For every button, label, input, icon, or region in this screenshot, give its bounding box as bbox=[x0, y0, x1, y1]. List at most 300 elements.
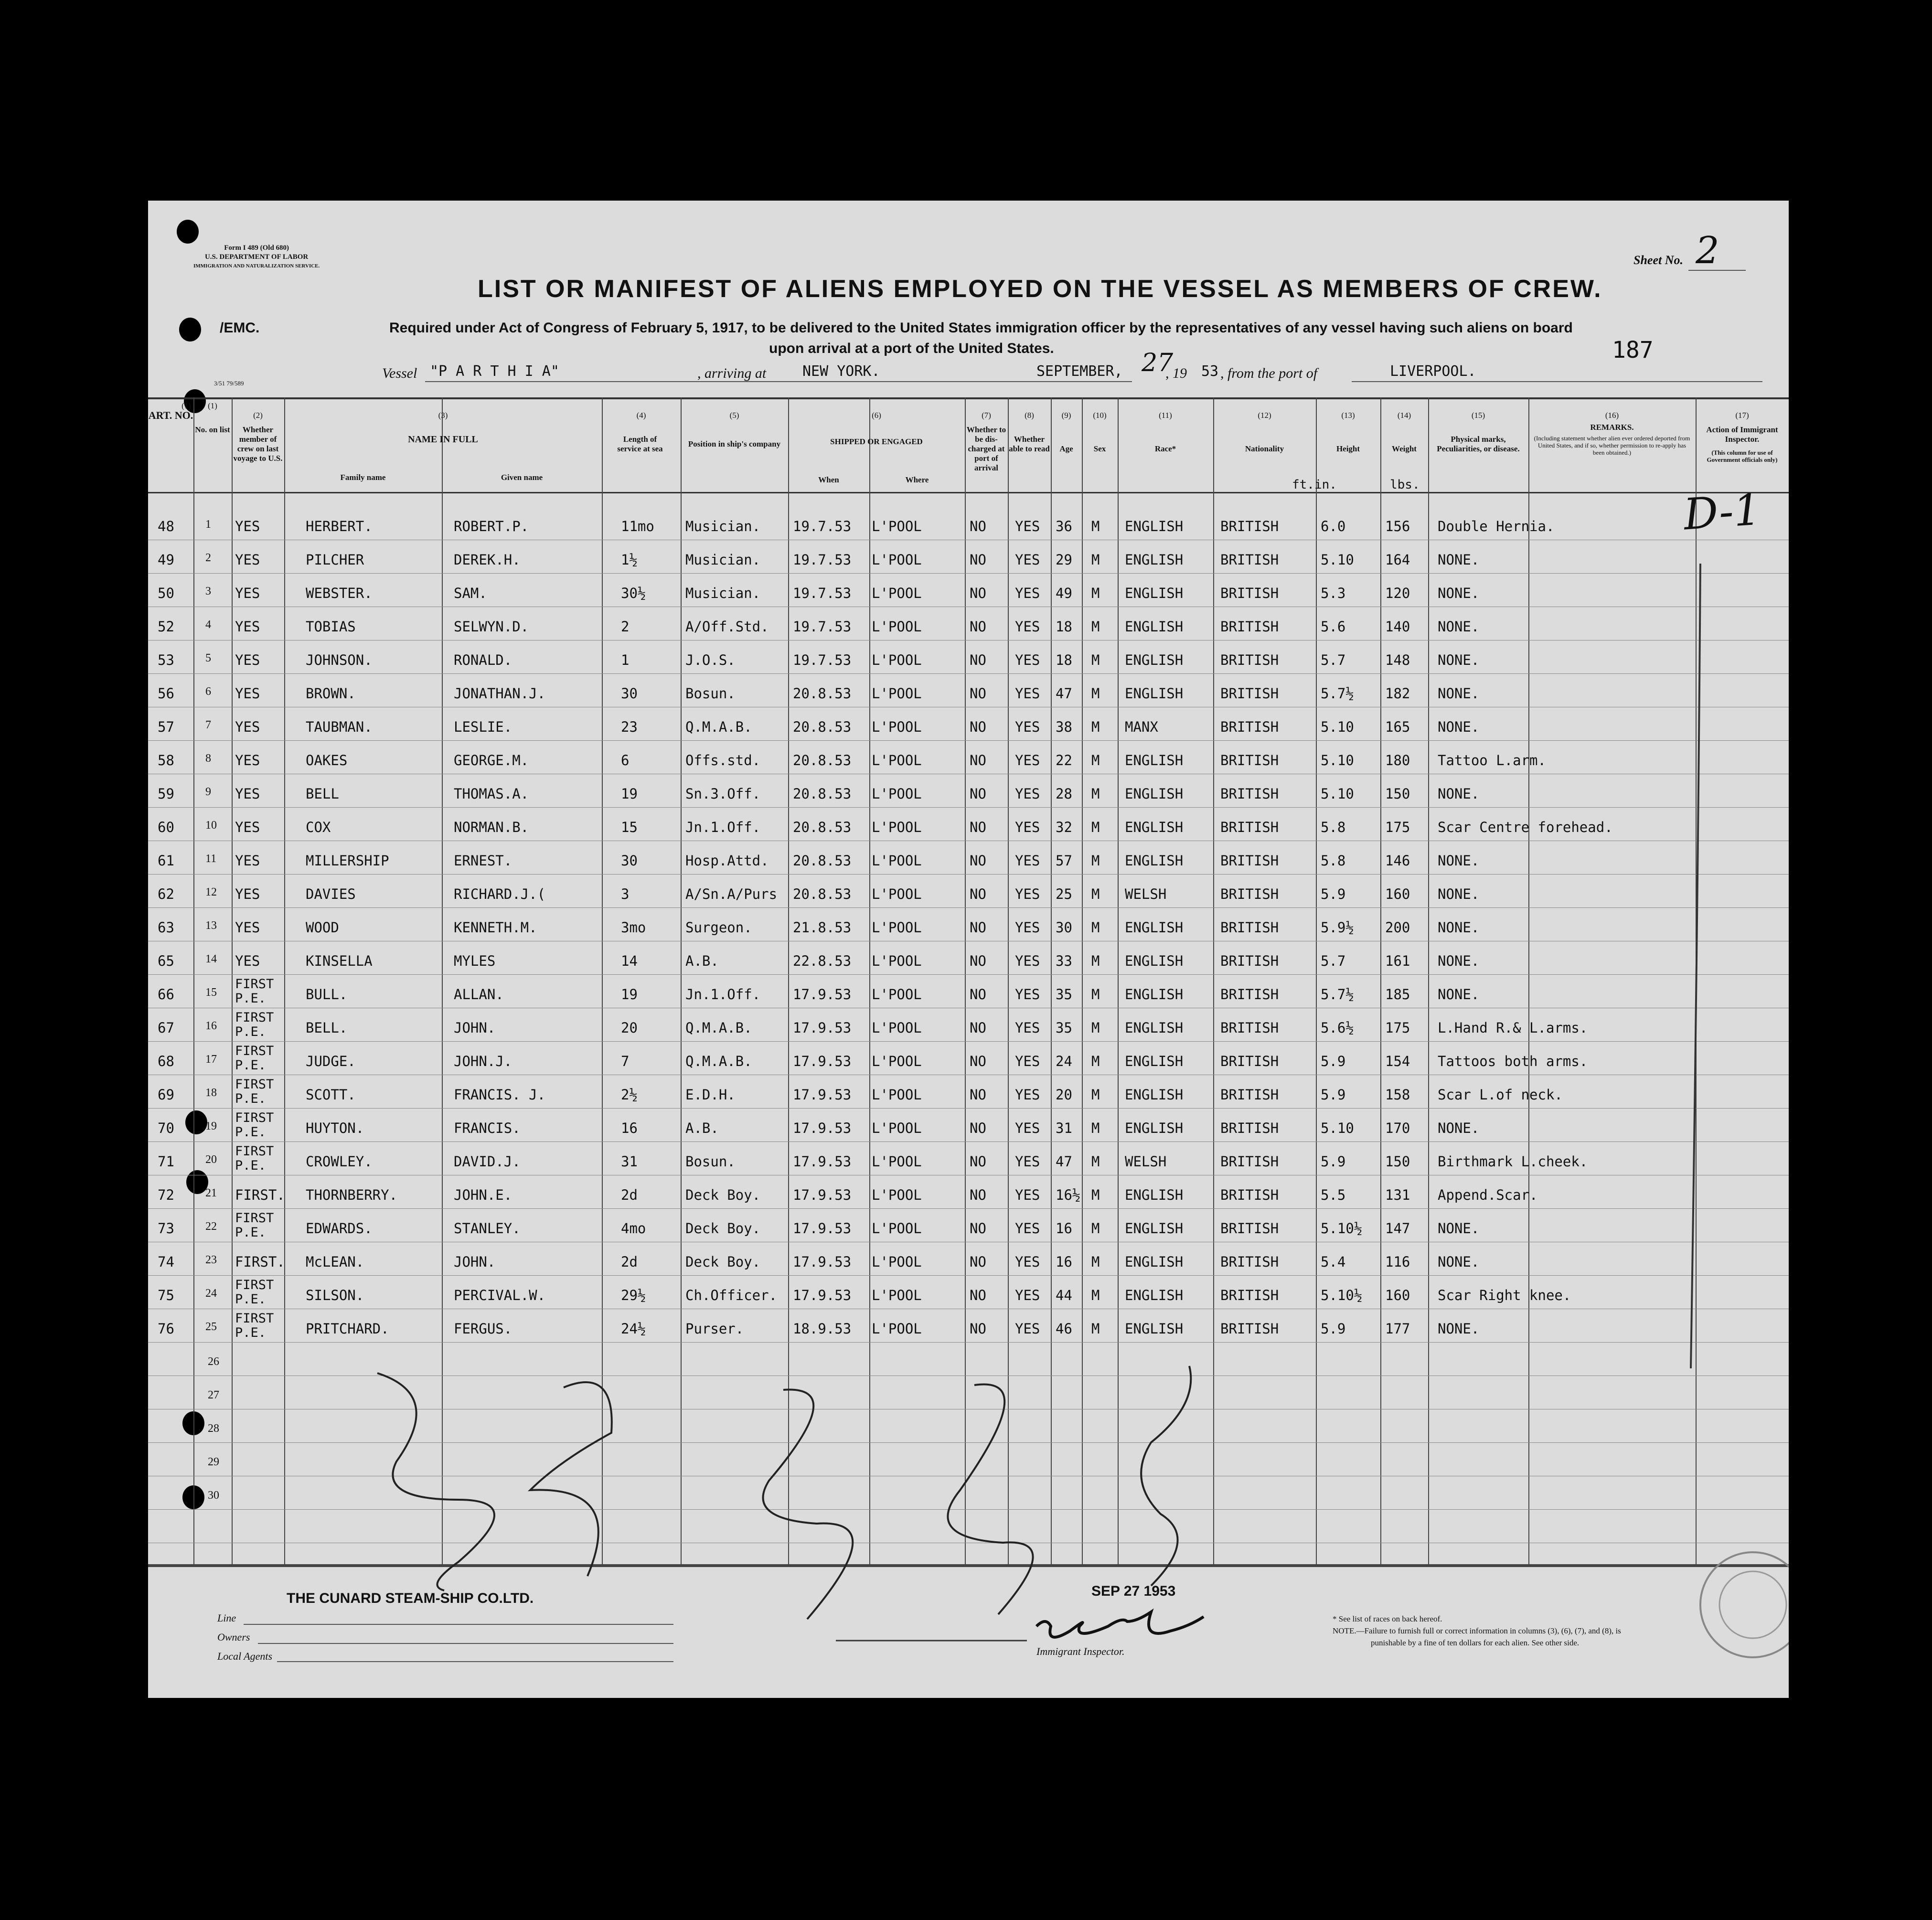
cell-weight: 150 bbox=[1385, 786, 1410, 802]
cell-discharged: NO bbox=[970, 652, 986, 668]
cell-shipped-where: L'POOL bbox=[872, 786, 922, 802]
cell-list-no: 19 bbox=[205, 1120, 217, 1132]
inspector-signature bbox=[1036, 1612, 1204, 1637]
col-num: (1) bbox=[181, 401, 191, 410]
cell-able-to-read: YES bbox=[1015, 1321, 1040, 1337]
cell-nationality: BRITISH bbox=[1220, 719, 1279, 735]
cell-service-length: 23 bbox=[621, 719, 638, 735]
cell-height: 5.10 bbox=[1321, 552, 1354, 568]
col-num: (1) bbox=[208, 401, 217, 410]
cell-shipped-when: 17.9.53 bbox=[793, 1053, 852, 1069]
cell-race: ENGLISH bbox=[1125, 1287, 1184, 1303]
cell-list-no: 21 bbox=[205, 1187, 217, 1199]
cell-art-no: 73 bbox=[158, 1220, 174, 1237]
cell-able-to-read: YES bbox=[1015, 853, 1040, 869]
weight-unit: lbs. bbox=[1390, 478, 1420, 492]
cell-discharged: NO bbox=[970, 786, 986, 802]
cell-given-name: SELWYN.D. bbox=[454, 619, 529, 635]
cell-discharged: NO bbox=[970, 1020, 986, 1036]
col-remarks-note: (Including statement whether alien ever ordered deported from United States, and if so, whether permission to re-apply has been obtained.) bbox=[1534, 435, 1690, 456]
cell-given-name: FRANCIS. J. bbox=[454, 1087, 546, 1103]
cell-last-voyage: FIRST P.E. bbox=[235, 1077, 274, 1106]
cell-service-length: 4mo bbox=[621, 1220, 646, 1237]
cell-position: Deck Boy. bbox=[685, 1187, 761, 1203]
cell-able-to-read: YES bbox=[1015, 552, 1040, 568]
cell-sex: M bbox=[1091, 719, 1100, 735]
cell-art-no: 65 bbox=[158, 953, 174, 969]
cell-given-name: JOHN. bbox=[454, 1020, 496, 1036]
col-able-to-read: Whether able to read bbox=[1009, 435, 1050, 453]
cell-able-to-read: YES bbox=[1015, 919, 1040, 936]
col-num: (10) bbox=[1093, 411, 1107, 420]
cell-list-no: 24 bbox=[205, 1287, 217, 1300]
cell-race: ENGLISH bbox=[1125, 652, 1184, 668]
cell-art-no: 69 bbox=[158, 1087, 174, 1103]
cell-given-name: THOMAS.A. bbox=[454, 786, 529, 802]
cell-weight: 148 bbox=[1385, 652, 1410, 668]
cell-age: 47 bbox=[1056, 685, 1072, 702]
cell-height: 5.9½ bbox=[1321, 919, 1354, 936]
cell-height: 5.9 bbox=[1321, 1053, 1346, 1069]
cell-nationality: BRITISH bbox=[1220, 1254, 1279, 1270]
cell-sex: M bbox=[1091, 1220, 1100, 1237]
cell-able-to-read: YES bbox=[1015, 1287, 1040, 1303]
cell-sex: M bbox=[1091, 819, 1100, 835]
page-title: LIST OR MANIFEST OF ALIENS EMPLOYED ON THE VESSEL AS MEMBERS OF CREW. bbox=[478, 275, 1602, 303]
cell-race: ENGLISH bbox=[1125, 685, 1184, 702]
inspector-label: Immigrant Inspector. bbox=[1036, 1645, 1125, 1657]
cell-height: 5.3 bbox=[1321, 585, 1346, 601]
cell-shipped-when: 17.9.53 bbox=[793, 1120, 852, 1136]
cell-race: ENGLISH bbox=[1125, 1220, 1184, 1237]
cell-shipped-when: 22.8.53 bbox=[793, 953, 852, 969]
cell-last-voyage: FIRST P.E. bbox=[235, 1278, 274, 1307]
cell-list-no: 15 bbox=[205, 986, 217, 999]
cell-height: 5.10½ bbox=[1321, 1287, 1363, 1303]
manifest-sheet bbox=[148, 201, 1789, 1698]
cell-position: Purser. bbox=[685, 1321, 744, 1337]
cell-family-name: COX bbox=[306, 819, 331, 835]
cell-position: Hosp.Attd. bbox=[685, 853, 769, 869]
cell-art-no: 50 bbox=[158, 585, 174, 601]
cell-able-to-read: YES bbox=[1015, 1254, 1040, 1270]
cell-height: 5.7 bbox=[1321, 652, 1346, 668]
cell-last-voyage: FIRST P.E. bbox=[235, 1110, 274, 1140]
cell-service-length: 6 bbox=[621, 752, 630, 768]
cell-discharged: NO bbox=[970, 819, 986, 835]
empty-line-number: 29 bbox=[208, 1456, 219, 1468]
cell-service-length: 7 bbox=[621, 1053, 630, 1069]
cell-physical-marks: Scar Right knee. bbox=[1438, 1287, 1571, 1303]
cell-age: 28 bbox=[1056, 786, 1072, 802]
reference-code: 3/51 79/589 bbox=[214, 380, 244, 387]
sheet-number: 2 bbox=[1696, 229, 1719, 272]
cell-able-to-read: YES bbox=[1015, 786, 1040, 802]
cell-shipped-when: 21.8.53 bbox=[793, 919, 852, 936]
date-stamp: SEP 27 1953 bbox=[1091, 1583, 1176, 1599]
cell-service-length: 1 bbox=[621, 652, 630, 668]
cell-race: ENGLISH bbox=[1125, 919, 1184, 936]
cell-art-no: 56 bbox=[158, 685, 174, 702]
empty-line-number: 27 bbox=[208, 1389, 219, 1401]
cell-last-voyage: FIRST P.E. bbox=[235, 1311, 274, 1340]
cell-given-name: DEREK.H. bbox=[454, 552, 521, 568]
cell-position: Bosun. bbox=[685, 685, 736, 702]
cell-position: E.D.H. bbox=[685, 1087, 736, 1103]
cell-last-voyage: YES bbox=[235, 752, 260, 768]
cell-height: 6.0 bbox=[1321, 518, 1346, 534]
vessel-name: "P A R T H I A" bbox=[430, 363, 559, 380]
cell-given-name: RONALD. bbox=[454, 652, 512, 668]
cell-physical-marks: Scar Centre forehead. bbox=[1438, 819, 1613, 835]
cell-race: ENGLISH bbox=[1125, 585, 1184, 601]
cell-nationality: BRITISH bbox=[1220, 1153, 1279, 1170]
penalty-note-cont: punishable by a fine of ten dollars for each alien. See other side. bbox=[1371, 1638, 1580, 1647]
cell-able-to-read: YES bbox=[1015, 1220, 1040, 1237]
cell-shipped-when: 20.8.53 bbox=[793, 886, 852, 902]
col-num: (13) bbox=[1341, 411, 1355, 420]
cell-sex: M bbox=[1091, 853, 1100, 869]
cell-able-to-read: YES bbox=[1015, 886, 1040, 902]
cell-race: ENGLISH bbox=[1125, 1087, 1184, 1103]
cell-list-no: 12 bbox=[205, 886, 217, 898]
cell-discharged: NO bbox=[970, 585, 986, 601]
cell-family-name: SILSON. bbox=[306, 1287, 364, 1303]
cell-given-name: KENNETH.M. bbox=[454, 919, 537, 936]
cell-shipped-when: 19.7.53 bbox=[793, 552, 852, 568]
cell-physical-marks: Tattoo L.arm. bbox=[1438, 752, 1546, 768]
cell-given-name: JOHN. bbox=[454, 1254, 496, 1270]
col-length-of-service: Length of service at sea bbox=[617, 435, 663, 453]
cell-shipped-when: 20.8.53 bbox=[793, 853, 852, 869]
cell-discharged: NO bbox=[970, 752, 986, 768]
cell-shipped-when: 17.9.53 bbox=[793, 1087, 852, 1103]
cell-art-no: 48 bbox=[158, 518, 174, 534]
cell-family-name: McLEAN. bbox=[306, 1254, 364, 1270]
col-num: (2) bbox=[253, 411, 263, 420]
cell-discharged: NO bbox=[970, 518, 986, 534]
cell-physical-marks: NONE. bbox=[1438, 786, 1480, 802]
cell-physical-marks: NONE. bbox=[1438, 919, 1480, 936]
cell-sex: M bbox=[1091, 518, 1100, 534]
cell-family-name: WEBSTER. bbox=[306, 585, 373, 601]
cell-art-no: 75 bbox=[158, 1287, 174, 1303]
cell-position: Deck Boy. bbox=[685, 1254, 761, 1270]
cell-list-no: 2 bbox=[205, 552, 211, 564]
cell-physical-marks: Tattoos both arms. bbox=[1438, 1053, 1588, 1069]
empty-line-number: 26 bbox=[208, 1355, 219, 1368]
cell-height: 5.9 bbox=[1321, 1321, 1346, 1337]
cell-last-voyage: YES bbox=[235, 886, 260, 902]
cell-sex: M bbox=[1091, 1254, 1100, 1270]
cell-position: Ch.Officer. bbox=[685, 1287, 778, 1303]
cell-discharged: NO bbox=[970, 953, 986, 969]
cell-last-voyage: YES bbox=[235, 585, 260, 601]
cell-weight: 154 bbox=[1385, 1053, 1410, 1069]
cell-nationality: BRITISH bbox=[1220, 1220, 1279, 1237]
cell-race: ENGLISH bbox=[1125, 752, 1184, 768]
vessel-label: Vessel bbox=[382, 365, 417, 381]
cell-age: 24 bbox=[1056, 1053, 1072, 1069]
cell-physical-marks: NONE. bbox=[1438, 1254, 1480, 1270]
cell-family-name: JOHNSON. bbox=[306, 652, 373, 668]
cell-given-name: ERNEST. bbox=[454, 853, 512, 869]
cell-given-name: FERGUS. bbox=[454, 1321, 512, 1337]
cell-last-voyage: YES bbox=[235, 518, 260, 534]
cell-service-length: 11mo bbox=[621, 518, 654, 534]
cell-service-length: 30 bbox=[621, 685, 638, 702]
col-discharged: Whether to be dis-charged at port of arrival bbox=[966, 425, 1006, 472]
cell-discharged: NO bbox=[970, 886, 986, 902]
cell-position: Sn.3.Off. bbox=[685, 786, 761, 802]
cell-discharged: NO bbox=[970, 986, 986, 1003]
cell-last-voyage: YES bbox=[235, 786, 260, 802]
cell-given-name: DAVID.J. bbox=[454, 1153, 521, 1170]
cell-shipped-when: 17.9.53 bbox=[793, 1287, 852, 1303]
empty-line-number: 28 bbox=[208, 1422, 219, 1435]
cell-height: 5.6 bbox=[1321, 619, 1346, 635]
arrival-year: 53 bbox=[1201, 363, 1219, 380]
cell-last-voyage: FIRST P.E. bbox=[235, 1010, 274, 1039]
cell-able-to-read: YES bbox=[1015, 953, 1040, 969]
cell-shipped-when: 17.9.53 bbox=[793, 1220, 852, 1237]
cell-height: 5.8 bbox=[1321, 819, 1346, 835]
cell-height: 5.10 bbox=[1321, 786, 1354, 802]
cell-shipped-when: 17.9.53 bbox=[793, 1020, 852, 1036]
races-note: * See list of races on back hereof. bbox=[1333, 1614, 1442, 1623]
cell-shipped-where: L'POOL bbox=[872, 752, 922, 768]
cell-nationality: BRITISH bbox=[1220, 1321, 1279, 1337]
cell-last-voyage: YES bbox=[235, 953, 260, 969]
cell-weight: 165 bbox=[1385, 719, 1410, 735]
col-inspector-action: Action of Immigrant Inspector. bbox=[1706, 425, 1778, 444]
cell-weight: 160 bbox=[1385, 1287, 1410, 1303]
cell-art-no: 52 bbox=[158, 619, 174, 635]
cell-race: ENGLISH bbox=[1125, 1053, 1184, 1069]
cell-list-no: 25 bbox=[205, 1321, 217, 1333]
cell-age: 57 bbox=[1056, 853, 1072, 869]
cell-weight: 160 bbox=[1385, 886, 1410, 902]
cell-nationality: BRITISH bbox=[1220, 652, 1279, 668]
cell-able-to-read: YES bbox=[1015, 619, 1040, 635]
cell-physical-marks: NONE. bbox=[1438, 619, 1480, 635]
cell-last-voyage: YES bbox=[235, 685, 260, 702]
cell-able-to-read: YES bbox=[1015, 719, 1040, 735]
col-position: Position in ship's company bbox=[688, 439, 781, 448]
cell-age: 25 bbox=[1056, 886, 1072, 902]
cell-sex: M bbox=[1091, 1321, 1100, 1337]
arrival-month: SEPTEMBER, bbox=[1036, 363, 1123, 380]
cell-sex: M bbox=[1091, 1187, 1100, 1203]
cell-shipped-where: L'POOL bbox=[872, 1254, 922, 1270]
cell-weight: 180 bbox=[1385, 752, 1410, 768]
cell-sex: M bbox=[1091, 886, 1100, 902]
cell-shipped-where: L'POOL bbox=[872, 986, 922, 1003]
cell-sex: M bbox=[1091, 652, 1100, 668]
cell-weight: 147 bbox=[1385, 1220, 1410, 1237]
cell-height: 5.9 bbox=[1321, 1153, 1346, 1170]
cell-service-length: 19 bbox=[621, 786, 638, 802]
cell-nationality: BRITISH bbox=[1220, 552, 1279, 568]
cell-list-no: 10 bbox=[205, 819, 217, 832]
cell-able-to-read: YES bbox=[1015, 685, 1040, 702]
cell-position: Bosun. bbox=[685, 1153, 736, 1170]
cell-family-name: BROWN. bbox=[306, 685, 356, 702]
cell-art-no: 62 bbox=[158, 886, 174, 902]
cell-service-length: 24½ bbox=[621, 1321, 646, 1337]
cell-list-no: 14 bbox=[205, 953, 217, 965]
cell-age: 16½ bbox=[1056, 1187, 1081, 1203]
cell-physical-marks: NONE. bbox=[1438, 886, 1480, 902]
cell-shipped-where: L'POOL bbox=[872, 1187, 922, 1203]
cell-given-name: ROBERT.P. bbox=[454, 518, 529, 534]
cell-shipped-where: L'POOL bbox=[872, 853, 922, 869]
cell-nationality: BRITISH bbox=[1220, 518, 1279, 534]
cell-service-length: 1½ bbox=[621, 552, 638, 568]
cell-shipped-where: L'POOL bbox=[872, 1321, 922, 1337]
col-name-in-full: NAME IN FULL bbox=[408, 434, 478, 445]
cell-race: MANX bbox=[1125, 719, 1158, 735]
cell-sex: M bbox=[1091, 1087, 1100, 1103]
cell-race: ENGLISH bbox=[1125, 1321, 1184, 1337]
cell-discharged: NO bbox=[970, 1287, 986, 1303]
cell-shipped-where: L'POOL bbox=[872, 1287, 922, 1303]
cell-service-length: 2 bbox=[621, 619, 630, 635]
cell-last-voyage: YES bbox=[235, 619, 260, 635]
cell-list-no: 1 bbox=[205, 518, 211, 531]
cell-age: 18 bbox=[1056, 619, 1072, 635]
cell-service-length: 15 bbox=[621, 819, 638, 835]
cell-weight: 116 bbox=[1385, 1254, 1410, 1270]
col-num: (5) bbox=[729, 411, 739, 420]
cell-height: 5.9 bbox=[1321, 1087, 1346, 1103]
cell-age: 29 bbox=[1056, 552, 1072, 568]
cell-shipped-when: 20.8.53 bbox=[793, 719, 852, 735]
form-id: Form I 489 (Old 680) U.S. DEPARTMENT OF LABOR IMMIGRATION AND NATURALIZATION SERVICE. bbox=[193, 244, 320, 269]
cell-family-name: WOOD bbox=[306, 919, 339, 936]
col-num: (14) bbox=[1397, 411, 1411, 420]
cell-art-no: 57 bbox=[158, 719, 174, 735]
cell-art-no: 71 bbox=[158, 1153, 174, 1170]
cell-given-name: ALLAN. bbox=[454, 986, 504, 1003]
cell-weight: 140 bbox=[1385, 619, 1410, 635]
cell-physical-marks: NONE. bbox=[1438, 986, 1480, 1003]
cell-physical-marks: NONE. bbox=[1438, 652, 1480, 668]
cell-art-no: 74 bbox=[158, 1254, 174, 1270]
cell-shipped-where: L'POOL bbox=[872, 1120, 922, 1136]
cell-height: 5.4 bbox=[1321, 1254, 1346, 1270]
cell-art-no: 61 bbox=[158, 853, 174, 869]
cell-weight: 177 bbox=[1385, 1321, 1410, 1337]
cell-position: A.B. bbox=[685, 1120, 719, 1136]
cell-family-name: EDWARDS. bbox=[306, 1220, 373, 1237]
cell-nationality: BRITISH bbox=[1220, 1120, 1279, 1136]
cell-position: Q.M.A.B. bbox=[685, 1053, 752, 1069]
cell-list-no: 16 bbox=[205, 1020, 217, 1032]
col-num: (12) bbox=[1258, 411, 1271, 420]
cell-family-name: BELL bbox=[306, 786, 339, 802]
cell-discharged: NO bbox=[970, 1053, 986, 1069]
cell-list-no: 20 bbox=[205, 1153, 217, 1166]
cell-last-voyage: YES bbox=[235, 552, 260, 568]
cell-sex: M bbox=[1091, 1020, 1100, 1036]
line-label: Line bbox=[217, 1612, 236, 1624]
cell-able-to-read: YES bbox=[1015, 1053, 1040, 1069]
cell-race: WELSH bbox=[1125, 1153, 1167, 1170]
cell-family-name: SCOTT. bbox=[306, 1087, 356, 1103]
cell-shipped-when: 19.7.53 bbox=[793, 619, 852, 635]
cell-shipped-where: L'POOL bbox=[872, 886, 922, 902]
cell-shipped-where: L'POOL bbox=[872, 1087, 922, 1103]
cell-age: 35 bbox=[1056, 1020, 1072, 1036]
cell-weight: 131 bbox=[1385, 1187, 1410, 1203]
cell-art-no: 60 bbox=[158, 819, 174, 835]
cell-position: Surgeon. bbox=[685, 919, 752, 936]
cell-age: 30 bbox=[1056, 919, 1072, 936]
cell-family-name: PRITCHARD. bbox=[306, 1321, 389, 1337]
col-race: Race* bbox=[1154, 444, 1176, 453]
cell-art-no: 70 bbox=[158, 1120, 174, 1136]
cell-family-name: PILCHER bbox=[306, 552, 364, 568]
cell-position: Musician. bbox=[685, 585, 761, 601]
cell-nationality: BRITISH bbox=[1220, 619, 1279, 635]
cell-last-voyage: YES bbox=[235, 719, 260, 735]
cell-sex: M bbox=[1091, 619, 1100, 635]
cell-age: 36 bbox=[1056, 518, 1072, 534]
cell-shipped-when: 18.9.53 bbox=[793, 1321, 852, 1337]
cell-age: 32 bbox=[1056, 819, 1072, 835]
cell-age: 31 bbox=[1056, 1120, 1072, 1136]
cell-age: 22 bbox=[1056, 752, 1072, 768]
cell-list-no: 13 bbox=[205, 919, 217, 932]
cell-discharged: NO bbox=[970, 619, 986, 635]
cell-race: ENGLISH bbox=[1125, 953, 1184, 969]
cell-sex: M bbox=[1091, 953, 1100, 969]
cell-shipped-when: 17.9.53 bbox=[793, 1153, 852, 1170]
cell-weight: 182 bbox=[1385, 685, 1410, 702]
cell-nationality: BRITISH bbox=[1220, 1087, 1279, 1103]
cell-art-no: 76 bbox=[158, 1321, 174, 1337]
cell-last-voyage: YES bbox=[235, 919, 260, 936]
col-family-name: Family name bbox=[340, 473, 386, 482]
col-shipped-engaged: SHIPPED OR ENGAGED bbox=[830, 437, 923, 446]
cell-race: ENGLISH bbox=[1125, 1020, 1184, 1036]
cell-race: ENGLISH bbox=[1125, 518, 1184, 534]
cell-age: 16 bbox=[1056, 1254, 1072, 1270]
cell-nationality: BRITISH bbox=[1220, 1287, 1279, 1303]
col-num: (17) bbox=[1735, 411, 1749, 420]
cell-family-name: HUYTON. bbox=[306, 1120, 364, 1136]
cell-family-name: BULL. bbox=[306, 986, 348, 1003]
cell-last-voyage: FIRST P.E. bbox=[235, 1211, 274, 1240]
cell-physical-marks: NONE. bbox=[1438, 585, 1480, 601]
cell-able-to-read: YES bbox=[1015, 1120, 1040, 1136]
col-remarks: REMARKS. bbox=[1590, 423, 1634, 432]
cell-nationality: BRITISH bbox=[1220, 752, 1279, 768]
cell-position: A/Off.Std. bbox=[685, 619, 769, 635]
cell-art-no: 53 bbox=[158, 652, 174, 668]
cell-discharged: NO bbox=[970, 853, 986, 869]
cell-last-voyage: FIRST. bbox=[235, 1254, 285, 1270]
cell-weight: 158 bbox=[1385, 1087, 1410, 1103]
col-inspector-note: (This column for use of Government officials only) bbox=[1707, 449, 1778, 463]
cell-art-no: 67 bbox=[158, 1020, 174, 1036]
cell-shipped-when: 20.8.53 bbox=[793, 685, 852, 702]
cell-position: Jn.1.Off. bbox=[685, 986, 761, 1003]
cell-weight: 185 bbox=[1385, 986, 1410, 1003]
col-num: (8) bbox=[1025, 411, 1034, 420]
cell-service-length: 30½ bbox=[621, 585, 646, 601]
